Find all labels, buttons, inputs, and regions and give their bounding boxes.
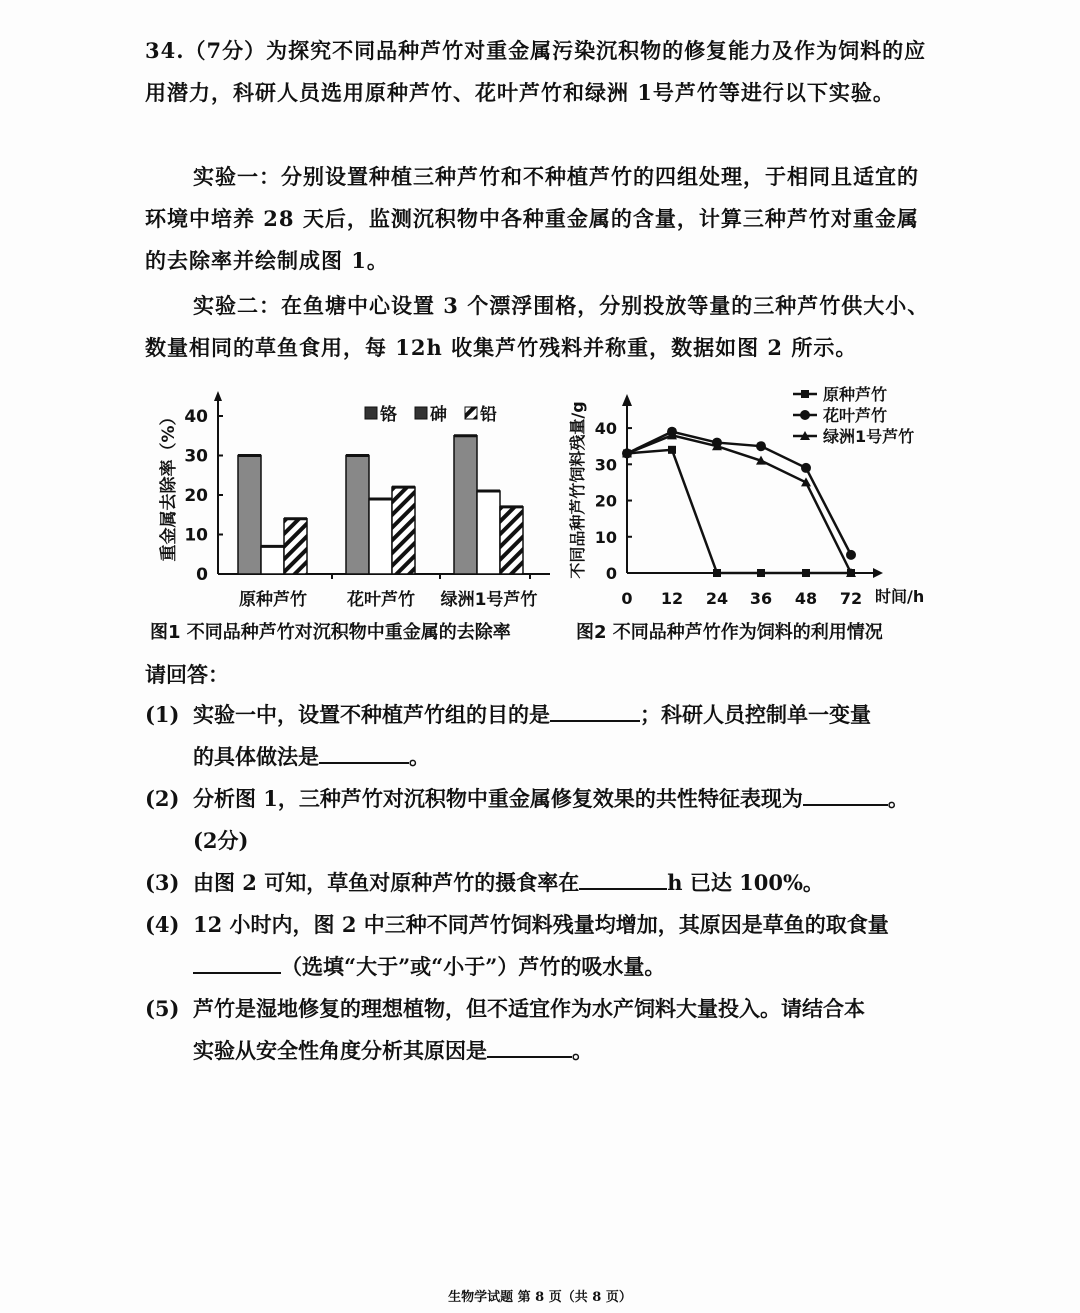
y-tick-label: 30	[594, 455, 617, 475]
data-point	[757, 569, 765, 577]
x-axis-label: 时间/h	[875, 587, 925, 606]
bar-铅	[284, 519, 307, 574]
legend-marker	[801, 390, 809, 398]
page-footer: 生物学试题 第 8 页（共 8 页）	[448, 1290, 632, 1305]
x-tick-label: 12	[660, 589, 684, 608]
x-tick-label: 72	[839, 589, 863, 608]
answer-prompt: 请回答：	[145, 662, 229, 687]
x-tick-label: 绿洲1号芦竹	[440, 590, 538, 610]
series-line-绿洲1号芦竹	[627, 435, 851, 573]
data-point	[846, 550, 856, 560]
question-4: (4) 12 小时内，图 2 中三种不同芦竹饲料残量均增加，其原因是草鱼的取食量 （选填“大于”或“小于”）芦竹的吸水量。	[145, 912, 889, 979]
legend-label: 原种芦竹	[823, 385, 888, 404]
bar-铬	[454, 436, 477, 574]
experiment-1: 实验一：分别设置种植三种芦竹和不种植芦竹的四组处理，于相同且适宜的环境中培养 28 天后，监测沉积物中各种重金属的含量，计算三种芦竹对重金属的去除率并绘制成图 1。	[145, 164, 919, 273]
x-tick-label: 24	[705, 589, 729, 608]
figure-1-caption: 图1 不同品种芦竹对沉积物中重金属的去除率	[150, 622, 511, 643]
y-axis-label: 不同品种芦竹饲料残量/g	[568, 401, 587, 579]
x-tick-label: 0	[621, 589, 633, 608]
y-tick-label: 10	[184, 525, 208, 546]
bar-砷	[261, 546, 284, 574]
question-34-intro: 34.（7分）为探究不同品种芦竹对重金属污染沉积物的修复能力及作为饲料的应用潜力，科研人员选用原种芦竹、花叶芦竹和绿洲 1号芦竹等进行以下实验。	[145, 38, 927, 105]
answer-blank[interactable]	[550, 698, 640, 722]
x-tick-label: 花叶芦竹	[347, 590, 415, 610]
y-tick-label: 0	[196, 565, 208, 585]
bar-铅	[500, 507, 523, 574]
answer-blank[interactable]	[803, 782, 888, 806]
bar-铅	[392, 487, 415, 574]
answer-blank[interactable]	[579, 866, 667, 890]
data-point	[668, 446, 676, 454]
data-point	[801, 463, 811, 473]
y-tick-label: 20	[594, 491, 617, 511]
question-1: (1) 实验一中，设置不种植芦竹组的目的是 ；科研人员控制单一变量 的具体做法是 。	[145, 694, 935, 778]
legend-label: 铅	[480, 405, 497, 425]
x-tick-label: 48	[794, 589, 818, 608]
y-axis-arrow	[622, 394, 632, 406]
question-3: (3) 由图 2 可知，草鱼对原种芦竹的摄食率在 h 已达 100%。	[145, 862, 935, 904]
legend-swatch	[415, 407, 427, 419]
legend-swatch	[365, 407, 377, 419]
x-axis-arrow	[873, 568, 883, 578]
bar-砷	[369, 499, 392, 574]
legend-swatch	[465, 407, 477, 419]
legend-label: 绿洲1号芦竹	[823, 427, 915, 446]
y-tick-label: 0	[605, 564, 617, 583]
answer-blank[interactable]	[319, 740, 409, 764]
y-tick-label: 30	[184, 446, 208, 467]
y-tick-label: 20	[184, 486, 208, 506]
y-axis-label: 重金属去除率（%）	[159, 408, 179, 562]
legend-label: 铬	[380, 405, 397, 425]
y-tick-label: 40	[594, 419, 617, 439]
question-5: (5) 芦竹是湿地修复的理想植物，但不适宜作为水产饲料大量投入。请结合本 实验从安全性角度分析其原因是 。	[145, 996, 865, 1063]
bar-砷	[477, 491, 500, 574]
bar-铬	[238, 456, 261, 575]
data-point	[713, 569, 721, 577]
y-tick-label: 40	[184, 407, 208, 427]
y-tick-label: 10	[594, 527, 617, 547]
answer-blank[interactable]	[487, 1034, 572, 1058]
data-point	[756, 441, 766, 451]
x-tick-label: 原种芦竹	[239, 590, 307, 610]
bar-铬	[346, 456, 369, 575]
figure-2-caption: 图2 不同品种芦竹作为饲料的利用情况	[576, 622, 883, 643]
series-line-原种芦竹	[627, 450, 851, 573]
y-axis-arrow	[214, 391, 222, 401]
legend-label: 花叶芦竹	[823, 406, 888, 425]
experiment-2: 实验二：在鱼塘中心设置 3 个漂浮围格，分别投放等量的三种芦竹供大小、数量相同的草鱼食用，每 12h 收集芦竹残料并称重，数据如图 2 所示。	[145, 293, 930, 360]
figure-2-line-chart	[565, 380, 935, 615]
figure-1-bar-chart	[150, 385, 560, 615]
question-2: (2) 分析图 1，三种芦竹对沉积物中重金属修复效果的共性特征表现为 。 (2分)	[145, 778, 935, 862]
legend-marker	[800, 410, 810, 420]
data-point	[802, 569, 810, 577]
x-tick-label: 36	[749, 589, 773, 608]
answer-blank[interactable]	[193, 950, 281, 974]
legend-label: 砷	[430, 405, 447, 425]
